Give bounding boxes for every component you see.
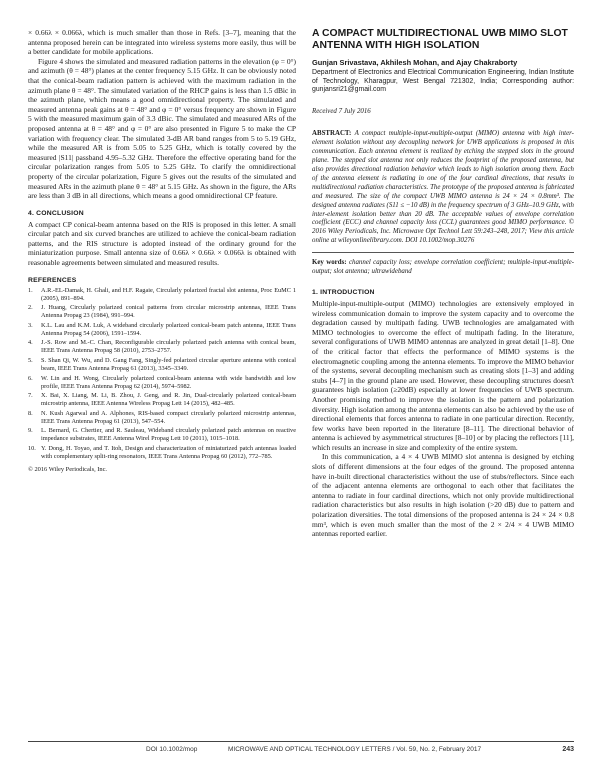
paragraph-figure-4: Figure 4 shows the simulated and measured radiation patterns in the elevation (φ = 0°) and azimuth (θ = 48°) planes at the center frequency 5.15 GHz. It can be obviously noted that the conical-beam radiation pattern is achieved with the maximum radiation in the azimuth plane θ = 48°. The simulated variation of the RHCP gains is less than 1.5 dBic in the azimuth plane, which means a good omnidirectional property. The simulated and measured antenna peak gains at θ = 48° and φ = 0° versus frequency are shown in Figure 5 with the measured maximum gain of 3.3 dBic. The simulated and measured ARs of the proposed antenna at θ = 48° and φ = 0° are also presented in Figure 5 to make the CP variation with frequency clear. The simulated 3-dB AR band ranges from 5 to 5.19 GHz, while the measured AR is from 5.05 to 5.25 GHz, which is totally covered by the measured |S11| passband 4.95–5.32 GHz. Therefore the effective operating band for the circular polarization ranges from 5.05 to 5.25 GHz. To clarify the omnidirectional property of the circular polarization, Figure 5 gives out the results of the simulated and measured ARs in the azimuth plane θ = 48° at 5.15 GHz. As shown in the figure, the ARs are less than 3 dB in all directions, which means a good omnidirectional CP feature. [28, 56, 296, 201]
divider [312, 252, 574, 253]
abstract-text: A compact multiple-input-multiple-output (MIMO) antenna with high inter-element isolation without any decoupling network for UWB applications is proposed in this communication. Each antenna element is realized by etching the stepped slots in the ground plane. The stepped slot antenna not only reduces the footprint of the proposed antenna, but also provides directional radiation behavior which leads to high isolation among them. Each of the antenna element is radiating in one of the four cardinal directions, that results in multidirectional radiation characteristics. The prototype of the proposed antenna is fabricated and measured. The size of the compact UWB MIMO antenna is 24 × 24 × 0.8mm³. The designed antenna radiates (S11 ≤ −10 dB) in the frequency spectrum of 3 GHz–10.9 GHz, with inter-element isolation better than 20 dB. The acceptable values of envelope correlation coefficient (ECC) and channel capacity loss (CCL) guarantees good MIMO performance. © 2016 Wiley Periodicals, Inc. Microwave Opt Technol Lett 59:243–248, 2017; View this article online at wileyonlinelibrary.com. DOI 10.1002/mop.30276 [312, 130, 574, 245]
page-footer [28, 741, 574, 753]
reference-item: 10. Y. Dong, H. Toyao, and T. Itoh, Design and characterization of miniaturized patch antennas loaded with complementary split-ring resonators, IEEE Trans Antenna Propag 60 (2012), 772–785. [28, 444, 296, 460]
reference-item: 2. J. Huang, Circularly polarized conical patterns from circular microstrip antennas, IEEE Trans Antenna Propag 23 (1984), 991–994. [28, 304, 296, 320]
right-column [312, 28, 574, 539]
footer-journal: MICROWAVE AND OPTICAL TECHNOLOGY LETTERS / Vol. 59, No. 2, February 2017 [228, 746, 482, 753]
reference-item: 1. A.R.-EL-Damak, H. Ghali, and H.F. Ragaie, Circularly polarized fractal slot antenna, Proc EuMC 1 (2005), 891–894. [28, 286, 296, 302]
article-title: A COMPACT MULTIDIRECTIONAL UWB MIMO SLOT ANTENNA WITH HIGH ISOLATION [312, 28, 568, 51]
reference-item: 4. J.-S. Row and M.-C. Chan, Reconfigurable circularly polarized patch antenna with conical beam, IEEE Trans Antenna Propag 58 (2010), 2753–2757. [28, 339, 296, 355]
left-column [28, 28, 296, 475]
introduction-paragraph-1: Multiple-input-multiple-output (MIMO) technologies are extensively employed in wireless communication domain to improve the system capacity and to overcome the degradation caused by multipath fading. UWB technologies are amalgamated with MIMO technologies to overcome the effect of multipath fading. In the literature, several configurations of UWB MIMO antennas are analyzed in great detail [1–8]. One of the critical factor that effects the performance of MIMO systems is the electromagnetic coupling among the antenna elements. To improve the MIMO behavior of the systems, several decoupling mechanism such as creating slots [1–3] and adding stubs [4–7] in the ground plane are used. However, these decoupling structures doesn't guarantees high isolation (≥20dB) especially at lower frequencies of UWB spectrum. Another promising method to improve the isolation is the pattern and polarization diversity. High isolation among the antenna elements can also be achieved by the use of directional elements that forces antenna to radiate in one particular direction. Recently, few works have been reported in the literature [8–11]. The directional behavior of antenna is achieved by asymmetrical structures [8–10] or by placing the reflectors [11], which results an increase in size and complexity of the entire system. [312, 298, 574, 452]
conclusion-text: A compact CP conical-beam antenna based on the RIS is proposed in this letter. A small circular patch and six curved branches are utilized to achieve the conical-beam radiation patterns, and the RIS structure is adopted instead of the ordinary ground for the miniaturization purpose. Small antenna size of 0.66λ × 0.66λ × 0.066λ is obtained with reasonable agreements between simulated and measured results. [28, 219, 296, 268]
references-heading: REFERENCES [28, 276, 77, 284]
affiliation: Department of Electronics and Electrical Communication Engineering, Indian Institute of Technology, Kharagpur, West Bengal 721302, India; Corresponding author: gunjansri21@gmail.com [312, 69, 574, 94]
copyright-notice: © 2016 Wiley Periodicals, Inc. [28, 466, 108, 474]
references-list [28, 287, 296, 461]
reference-item: 9. L. Bernard, G. Chertier, and R. Sauleau, Wideband circularly polarized patch antennas on reactive impedance substrates, IEEE Antenna Wirel Propag Lett 10 (2011), 1015–1018. [28, 427, 296, 443]
conclusion-heading: 4. CONCLUSION [28, 209, 84, 217]
reference-item: 8. N. Kush Agarwal and A. Alphones, RIS-based compact circularly polarized microstrip antennas, IEEE Trans Antenna Propag 61 (2013), 547–554. [28, 409, 296, 425]
introduction-heading: 1. INTRODUCTION [312, 288, 375, 296]
reference-item: 3. K.L. Lau and K.M. Luk, A wideband circularly polarized conical-beam patch antenna, IEEE Trans Antenna Propag 54 (2006), 1591–1594. [28, 321, 296, 337]
author-list: Gunjan Srivastava, Akhilesh Mohan, and Ajay Chakraborty [312, 58, 518, 67]
intro-continuation: × 0.66λ × 0.066λ, which is much smaller than those in Refs. [3–7], meaning that the antenna proposed herein can be integrated into wireless systems more easily, thus will be a better candidate for mobile applications. [28, 28, 296, 57]
reference-item: 7. X. Bai, X. Liang, M. Li, B. Zhou, J. Geng, and R. Jin, Dual-circularly polarized conical-beam microstrip antenna, IEEE Antenna Wireless Propag Lett 14 (2015), 482–485. [28, 392, 296, 408]
abstract [312, 130, 574, 246]
keywords-text: channel capacity loss; envelope correlation coefficient; multiple-input-multiple-output; slot antenna; ultrawideband [312, 259, 574, 276]
introduction-paragraph-2: In this communication, a 4 × 4 UWB MIMO slot antenna is designed by etching slots of different dimensions at the four edges of the ground. The proposed antenna have in-built directional characteristics without the use of stubs/reflectors. Since each of the adjacent antenna elements are orthogonal to each other that facilitates the antenna to radiate in four cardinal directions, which not only provide multidirectional radiation characteristics but also results in high isolation (>20 dB) due to pattern and polarization diversities. The total dimensions of the proposed antenna is 24 × 24 × 0.8 mm³, which is even much smaller than the most of the 2 × 2/4 × 4 UWB MIMO antennas reported earlier. [312, 452, 574, 539]
reference-item: 6. W. Lin and H. Wong, Circularly polarized conical-beam antenna with wide bandwidth and low profile, IEEE Trans Antenna Propag 62 (2014), 5974–5982. [28, 374, 296, 390]
keywords [312, 259, 574, 277]
reference-item: 5. S. Shan Qi, W. Wu, and D. Gang Fang, Singly-fed polarized circular aperture antenna with conical beam, IEEE Trans Antenna Propag 61 (2013), 3345–3349. [28, 356, 296, 373]
received-date: Received 7 July 2016 [312, 107, 371, 115]
keywords-label: Key words: [312, 259, 347, 267]
page-number: 243 [562, 746, 574, 753]
abstract-label: ABSTRACT: [312, 130, 352, 138]
footer-doi: DOI 10.1002/mop [146, 746, 198, 753]
